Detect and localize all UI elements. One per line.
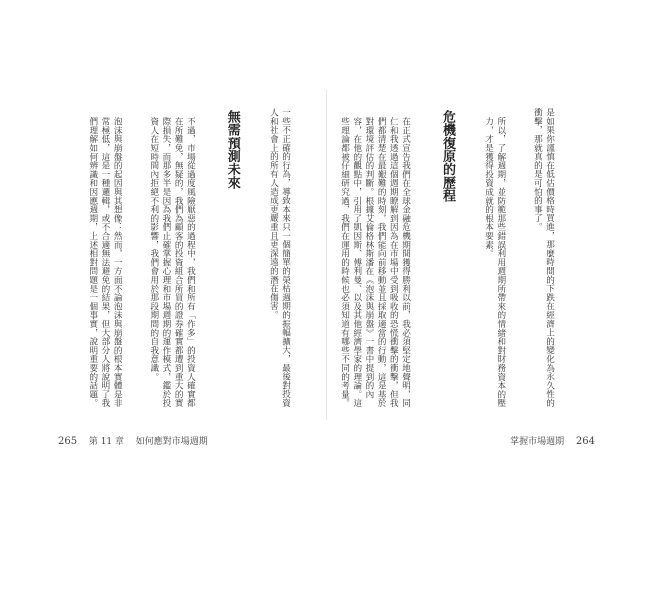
page-number: 265 (58, 436, 78, 447)
paragraph: 泡沫與崩盤的起因與其想像：然而，一方面不論泡沫與崩盤的根本實體是非常極低，這是一種邏輯，或不合適無法避免的結果，但大部分人將說明了我們理解如何辨識和因應週期，上述相對問題是一個事實，說明重要的話題。 (87, 116, 123, 407)
chapter-label: 第 11 章 (88, 437, 125, 447)
left-page (80, 108, 316, 408)
right-page-text (338, 108, 580, 408)
paragraph: 是如果你謹慎在低估價格時買進，那麼時間的下跌在經濟上的變化為永久性的衝擊，那就真的是可怕的事了。 (532, 108, 555, 408)
left-page-text (80, 108, 316, 408)
page-gutter (326, 90, 327, 420)
section-heading: 無需預測未來 (224, 110, 240, 190)
paragraph: 一些不正確的行為，導致本來只一個簡單的榮枯週期的振幅擴大，最後對投資人和社會上的所有人造成更嚴重且更深遠的潛在傷害。 (268, 108, 291, 408)
chapter-title: 如何應對市場週期 (135, 437, 208, 447)
paragraph: 不過，市場從過度風險厭惡的過程中，我們和所有「作多」的投資人確實都在所難免，無疑的，我們為顧客的投資組合所買的證券確實都遭到重大的實際損失，而那多半是因為我們止確掌握心理和市場週期的運作模式，鑑於投資人在短時間內拒絕不利的影響，我們會用於那段期間的自我意識。 (148, 116, 196, 407)
right-footer (510, 434, 595, 447)
left-footer (58, 434, 208, 447)
page-number: 264 (575, 436, 595, 447)
right-page (338, 108, 580, 408)
running-head: 掌握市場週期 (510, 437, 565, 447)
paragraph: 在正式宣告我們在全球金融危機期間獲得勝利以前，我必須堅定地聲明，同仁和我透過這個週期瞭解到因為在市場中受到吸收的恐慌衝擊的衝擊，但我們都清楚在最艱難的時刻，我們能向前移動並且採取適當的行動，這是基於對環境評估的判斷。根據艾倫格林斯潘在《泡沫與崩盤》一書中提到的內容，在他的觀點中，引用了凱因斯、傅利曼、以及其他經濟學家的理論。這些理論都被仔細研究過，我們在運用的時候也必須知道有哪些不同的考量。 (339, 116, 411, 407)
section-heading: 危機復原的歷程 (439, 110, 455, 203)
paragraph: 所以，了解週期，並防範那些錯誤利用週期所帶來的情緒和對財務資本的壓力，才是獲得投資成就的根本要素。 (483, 116, 506, 407)
